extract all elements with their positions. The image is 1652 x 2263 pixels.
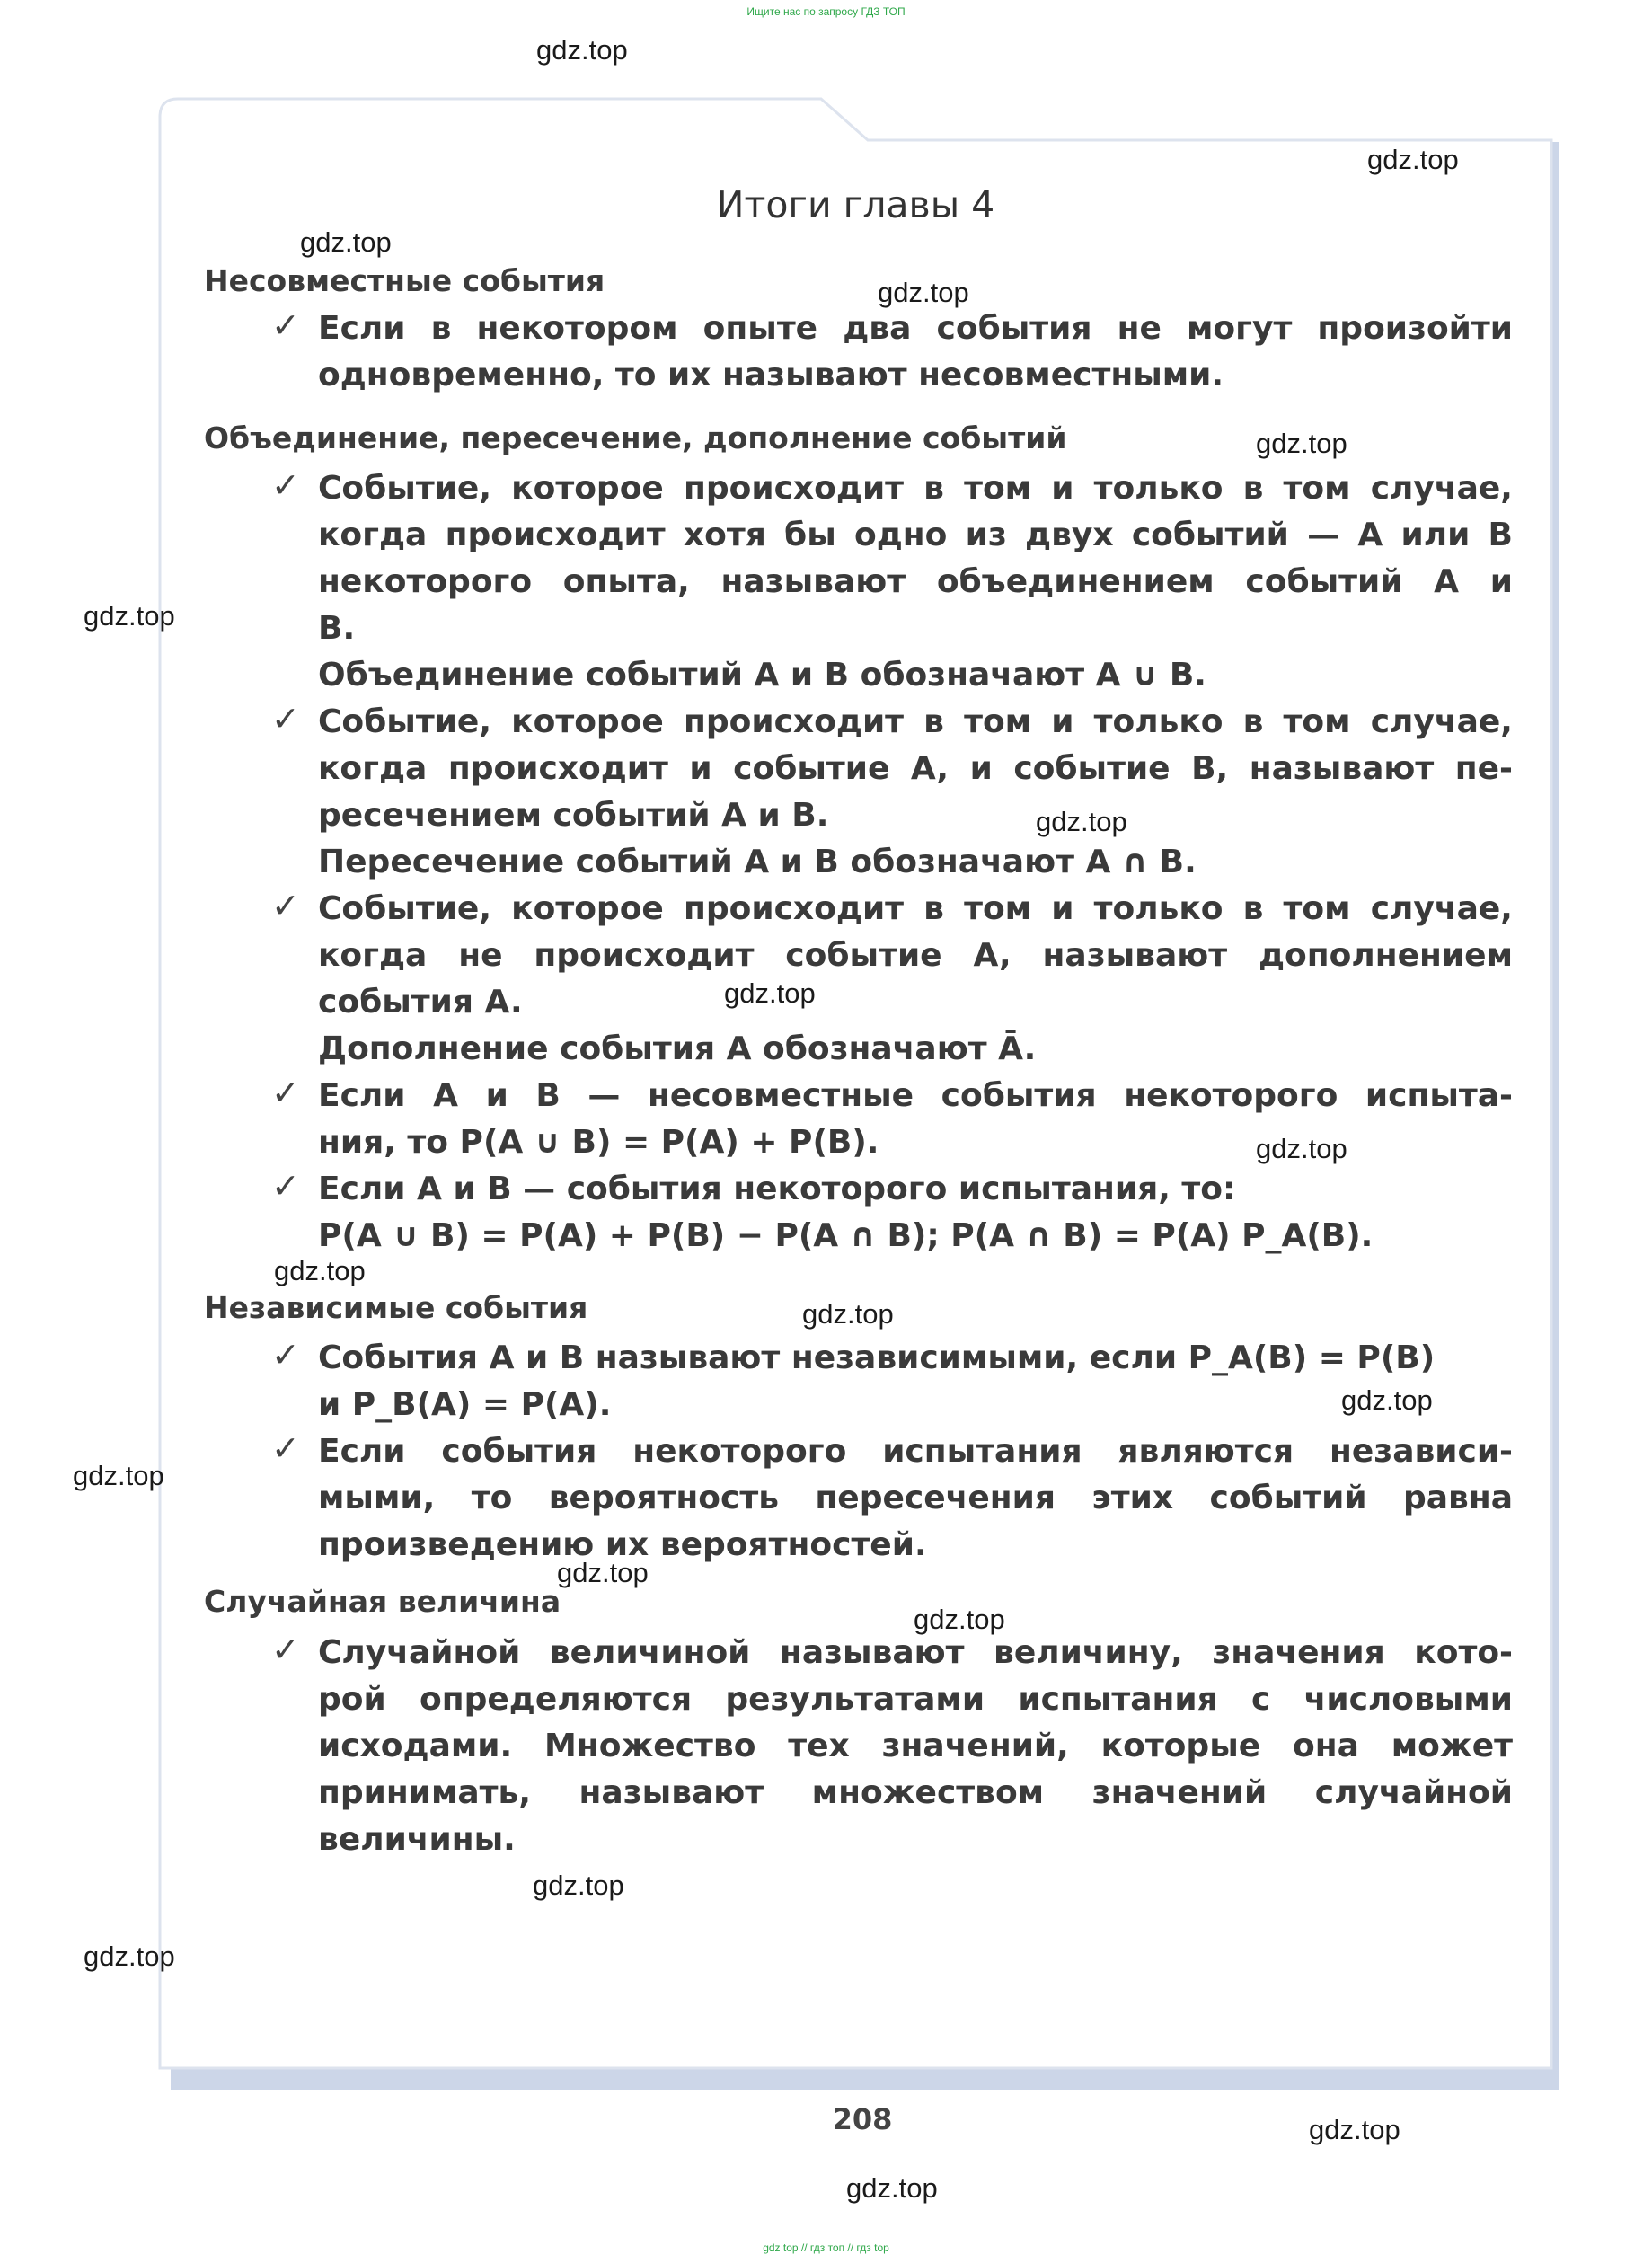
- list-item: ✓ Если в некотором опыте два события не могут произойти одновременно, то их называют несовместными.: [271, 305, 1513, 393]
- watermark: gdz.top: [84, 600, 175, 632]
- watermark: gdz.top: [846, 2172, 938, 2204]
- watermark: gdz.top: [300, 226, 392, 258]
- check-icon: ✓: [271, 305, 300, 345]
- watermark: gdz.top: [557, 1557, 649, 1588]
- watermark: gdz.top: [73, 1460, 164, 1491]
- check-icon: ✓: [271, 886, 300, 925]
- top-banner: Ищите нас по запросу ГДЗ ТОП: [746, 5, 906, 18]
- page-card: [158, 97, 1553, 2070]
- page-title: Итоги главы 4: [716, 183, 995, 226]
- check-icon: ✓: [271, 465, 300, 505]
- list-item: ✓ Если A и B — события некоторого испытания, то: P(A ∪ B) = P(A) + P(B) − P(A ∩ B); P(A ∩ B) = P(A) P_A(B).: [271, 1166, 1374, 1254]
- check-icon: ✓: [271, 1073, 300, 1112]
- watermark: gdz.top: [533, 1870, 624, 1901]
- list-item: ✓ Случайной величиной называют величину, значения кото- рой определяются результатами испытания с числовыми исходами. Множество тех значений, которые она может принимать, называют множеством значений случайной величины.: [271, 1630, 1513, 1858]
- list-item: ✓ Событие, которое происходит в том и только в том случае, когда происходит хотя бы одно из двух событий — A или B некоторого опыта, называют объединением событий A и B. Объединение событий A и B обозначают A ∪ B.: [271, 465, 1513, 694]
- section-heading-independent: Независимые события: [204, 1290, 588, 1325]
- watermark: gdz.top: [724, 977, 816, 1009]
- watermark: gdz.top: [1256, 1133, 1347, 1164]
- footer: gdz top // гдз топ // гдз top: [763, 2241, 889, 2254]
- check-icon: ✓: [271, 1166, 300, 1206]
- check-icon: ✓: [271, 1335, 300, 1375]
- list-item: ✓ Событие, которое происходит в том и только в том случае, когда происходит и событие A, и событие B, называют пе- ресечением событий A и B. Пересечение событий A и B обозначают A ∩ B.: [271, 699, 1513, 880]
- watermark: gdz.top: [878, 277, 969, 308]
- watermark: gdz.top: [84, 1940, 175, 1972]
- section-heading-operations: Объединение, пересечение, дополнение событий: [204, 420, 1067, 455]
- section-heading-incompatible: Несовместные события: [204, 263, 605, 298]
- list-item: ✓ Событие, которое происходит в том и только в том случае, когда не происходит событие A, называют дополнением события A. Дополнение события A обозначают Ā.: [271, 886, 1513, 1067]
- list-item: ✓ Если A и B — несовместные события некоторого испыта- ния, то P(A ∪ B) = P(A) + P(B).: [271, 1073, 1513, 1161]
- list-item: ✓ Если события некоторого испытания являются независи- мыми, то вероятность пересечения этих событий равна произведению их вероятностей.: [271, 1428, 1513, 1563]
- watermark: gdz.top: [1341, 1384, 1433, 1416]
- list-item: ✓ События A и B называют независимыми, если P_A(B) = P(B) и P_B(A) = P(A).: [271, 1335, 1436, 1423]
- watermark: gdz.top: [1309, 2114, 1400, 2145]
- watermark: gdz.top: [1256, 428, 1347, 459]
- check-icon: ✓: [271, 1428, 300, 1468]
- watermark: gdz.top: [1036, 806, 1127, 837]
- watermark: gdz.top: [274, 1255, 366, 1286]
- watermark: gdz.top: [536, 34, 628, 66]
- watermark: gdz.top: [914, 1604, 1005, 1635]
- section-heading-random-variable: Случайная величина: [204, 1584, 561, 1619]
- check-icon: ✓: [271, 699, 300, 738]
- watermark: gdz.top: [802, 1298, 894, 1330]
- page-number: 208: [832, 2102, 893, 2136]
- watermark: gdz.top: [1367, 144, 1459, 175]
- check-icon: ✓: [271, 1630, 300, 1669]
